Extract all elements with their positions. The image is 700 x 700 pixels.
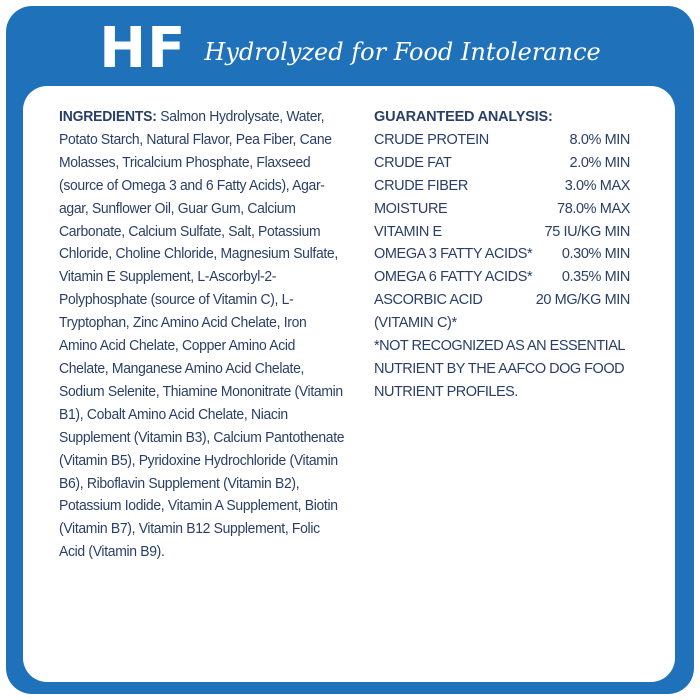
analysis-row [374,221,630,244]
nutrient-name: MOISTURE [374,200,448,217]
ingredients-label: INGREDIENTS: [59,108,157,125]
nutrient-name: VITAMIN E [374,223,442,240]
footnote: *NOT RECOGNIZED AS AN ESSENTIAL NUTRIENT BY THE AAFCO DOG FOOD NUTRIENT PROFILES. [374,338,625,400]
guaranteed-analysis [374,106,630,404]
analysis-row [374,289,630,312]
nutrient-value: 2.0% MIN [569,154,630,171]
nutrient-value: 78.0% MAX [557,200,630,217]
analysis-row [374,175,630,198]
analysis-row [374,266,630,289]
analysis-title: GUARANTEED ANALYSIS: [374,109,553,125]
brand-title: HF [99,16,187,81]
nutrient-value: 75 IU/KG MIN [544,223,630,240]
nutrient-name: CRUDE FAT [374,154,452,171]
nutrient-name: OMEGA 6 FATTY ACIDS* [374,269,533,286]
nutrient-name: OMEGA 3 FATTY ACIDS* [374,246,533,263]
nutrient-value: 3.0% MAX [564,177,630,194]
analysis-row [374,243,630,266]
nutrient-name: CRUDE FIBER [374,177,468,194]
analysis-row [374,152,630,175]
header [6,6,694,92]
ingredients-block [59,106,345,564]
tagline: Hydrolyzed for Food Intolerance [204,38,601,66]
nutrient-value: 0.35% MIN [561,269,630,286]
nutrient-value: 8.0% MIN [569,131,630,148]
analysis-row [374,198,630,221]
ascorbic-subtitle: (VITAMIN C)* [374,315,457,332]
ingredients-text: Salmon Hydrolysate, Water, Potato Starch, Natural Flavor, Pea Fiber, Cane Molasses, Tricalcium Phosphate, Flaxseed (source of Omega 3 and 6 Fatty Acids), Agar-agar, Sunflower Oil, Guar Gum, Calcium Carbonate, Calcium Sulfate, Salt, Potassium Chloride, Choline Chloride, Magnesium Sulfate, Vitamin E Supplement, L-Ascorbyl-2-Polyphosphate (source of Vitamin C), L-Tryptophan, Zinc Amino Acid Chelate, Iron Amino Acid Chelate, Copper Amino Acid Chelate, Manganese Amino Acid Chelate, Sodium Selenite, Thiamine Mononitrate (Vitamin B1), Cobalt Amino Acid Chelate, Niacin Supplement (Vitamin B3), Calcium Pantothenate (Vitamin B5), Pyridoxine Hydrochloride (Vitamin B6), Riboflavin Supplement (Vitamin B2), Potassium Iodide, Vitamin A Supplement, Biotin (Vitamin B7), Vitamin B12 Supplement, Folic Acid (Vitamin B9). [59,108,345,561]
content-panel [23,86,675,682]
label-frame [6,6,694,694]
nutrient-name: ASCORBIC ACID [374,292,483,309]
nutrient-value: 20 MG/KG MIN [535,292,630,309]
analysis-row [374,129,630,152]
nutrient-name: CRUDE PROTEIN [374,131,489,148]
nutrient-value: 0.30% MIN [561,246,630,263]
